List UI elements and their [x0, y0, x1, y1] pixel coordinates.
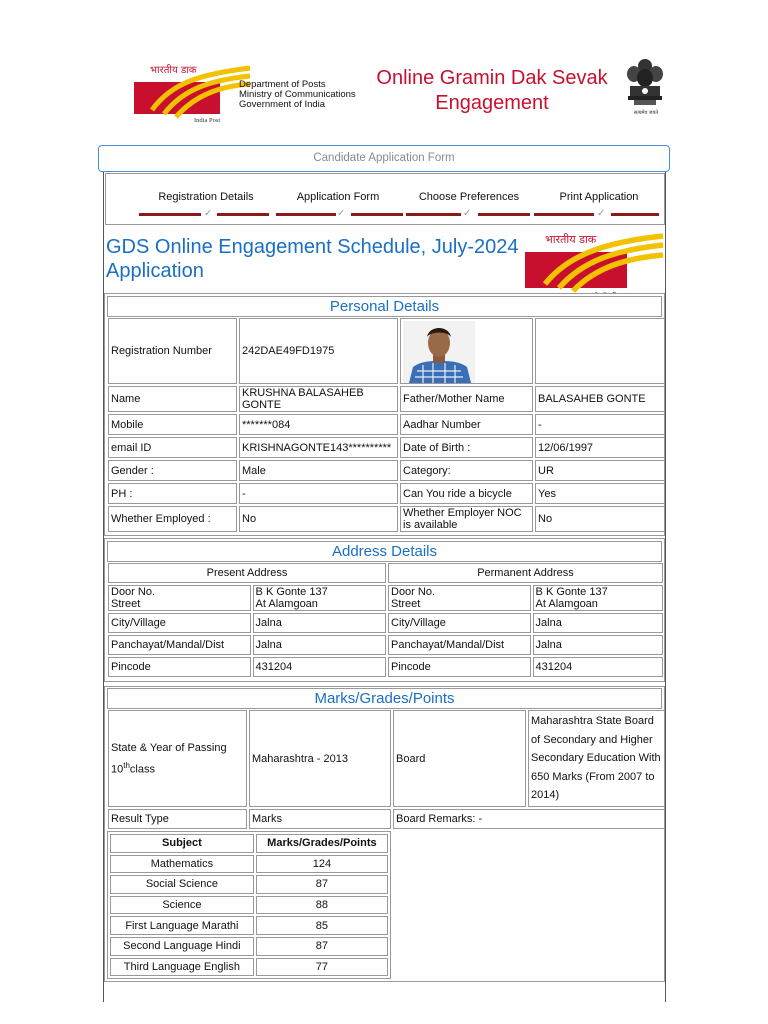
noc-value: No	[535, 506, 665, 532]
step-progress-line	[217, 213, 269, 216]
address-details-table	[106, 561, 665, 679]
noc-label: Whether Employer NOC is available	[400, 506, 533, 532]
table-row	[110, 958, 388, 977]
registration-number-value: 242DAE49FD1975	[239, 318, 398, 384]
board-label: Board	[393, 710, 526, 807]
door-street-label: Door No. Street	[108, 585, 251, 611]
subject-name: Science	[110, 896, 254, 915]
personal-details-section	[104, 293, 665, 536]
mobile-label: Mobile	[108, 414, 237, 435]
city-value: Jalna	[253, 613, 386, 633]
door-street-value: B K Gonte 137 At Alamgoan	[533, 585, 663, 611]
department-text	[239, 80, 356, 110]
site-title-line1: Online Gramin Dak Sevak	[376, 67, 608, 89]
result-type-label: Result Type	[108, 809, 247, 829]
progress-steps	[105, 173, 665, 225]
employed-value: No	[239, 506, 398, 532]
door-street-label: Door No. Street	[388, 585, 531, 611]
table-row	[110, 855, 388, 874]
check-icon: ✓	[337, 208, 346, 219]
gds-title-block	[105, 226, 665, 294]
ph-label: PH :	[108, 483, 237, 504]
district-label: Panchayat/Mandal/Dist	[108, 635, 251, 655]
marks-heading: Marks/Grades/Points	[107, 688, 662, 709]
subject-marks: 124	[256, 855, 388, 874]
check-icon: ✓	[597, 208, 606, 219]
subject-marks: 87	[256, 875, 388, 894]
address-details-heading: Address Details	[107, 541, 662, 562]
district-value: Jalna	[533, 635, 663, 655]
name-label: Name	[108, 386, 237, 412]
table-row	[110, 937, 388, 956]
subject-marks-table	[107, 831, 391, 979]
category-value: UR	[535, 460, 665, 481]
site-title-line2: Engagement	[435, 92, 549, 114]
marks-section	[104, 686, 665, 982]
registration-number-label: Registration Number	[108, 318, 237, 384]
step-progress-line	[611, 213, 659, 216]
marks-table	[106, 708, 667, 831]
city-value: Jalna	[533, 613, 663, 633]
step-progress-line	[478, 213, 530, 216]
pincode-label: Pincode	[108, 657, 251, 677]
subject-name: Third Language English	[110, 958, 254, 977]
class-label: 10thclass	[111, 760, 155, 776]
photo-cell	[400, 318, 533, 384]
dob-label: Date of Birth :	[400, 437, 533, 458]
candidate-photo	[403, 321, 475, 383]
state-year-label: State & Year of Passing 10thclass	[108, 710, 247, 807]
name-value: KRUSHNA BALASAHEB GONTE	[239, 386, 398, 412]
parent-name-label: Father/Mother Name	[400, 386, 533, 412]
subject-header: Subject	[110, 834, 254, 853]
aadhar-label: Aadhar Number	[400, 414, 533, 435]
parent-name-value: BALASAHEB GONTE	[535, 386, 665, 412]
step-progress-line	[139, 213, 201, 216]
site-title	[352, 66, 632, 116]
logo-hindi-text: भारतीय डाक	[545, 233, 597, 246]
city-label: City/Village	[388, 613, 531, 633]
subject-name: Mathematics	[110, 855, 254, 874]
step-progress-line	[534, 213, 594, 216]
subject-marks: 88	[256, 896, 388, 915]
page-header	[0, 0, 768, 135]
subject-name: Social Science	[110, 875, 254, 894]
door-street-value: B K Gonte 137 At Alamgoan	[253, 585, 386, 611]
marks-header: Marks/Grades/Points	[256, 834, 388, 853]
india-post-logo	[523, 230, 665, 298]
subject-name: Second Language Hindi	[110, 937, 254, 956]
check-icon: ✓	[463, 208, 472, 219]
board-value: Maharashtra State Board of Secondary and Higher Secondary Education With 650 Marks (From 2007 to 2014)	[528, 710, 665, 807]
bicycle-label: Can You ride a bicycle	[400, 483, 533, 504]
gds-schedule-title: GDS Online Engagement Schedule, July-2024 Application	[106, 236, 519, 282]
personal-details-heading: Personal Details	[107, 296, 662, 317]
result-type-value: Marks	[249, 809, 391, 829]
mobile-value: *******084	[239, 414, 398, 435]
present-address-label: Present Address	[108, 563, 386, 583]
dept-line: Ministry of Communications	[239, 89, 356, 100]
logo-english-text: India Post	[194, 117, 221, 124]
district-label: Panchayat/Mandal/Dist	[388, 635, 531, 655]
step-progress-line	[276, 213, 336, 216]
logo-hindi-text: भारतीय डाक	[150, 65, 197, 76]
check-icon: ✓	[204, 208, 213, 219]
candidate-application-form-bar: Candidate Application Form	[98, 145, 670, 172]
address-details-section	[104, 538, 665, 682]
city-label: City/Village	[108, 613, 251, 633]
subject-marks: 85	[256, 916, 388, 935]
table-row	[110, 916, 388, 935]
pincode-label: Pincode	[388, 657, 531, 677]
email-label: email ID	[108, 437, 237, 458]
personal-details-table	[106, 316, 667, 534]
dept-line: Department of Posts	[239, 79, 326, 90]
empty-cell	[535, 318, 665, 384]
email-value: KRISHNAGONTE143**********	[239, 437, 398, 458]
step-progress-line	[351, 213, 403, 216]
subject-marks: 87	[256, 937, 388, 956]
subject-marks: 77	[256, 958, 388, 977]
category-label: Category:	[400, 460, 533, 481]
india-post-logo	[132, 62, 252, 124]
gender-label: Gender :	[108, 460, 237, 481]
ph-value: -	[239, 483, 398, 504]
permanent-address-label: Permanent Address	[388, 563, 663, 583]
state-year-value: Maharashtra - 2013	[249, 710, 391, 807]
pincode-value: 431204	[253, 657, 386, 677]
dept-line: Government of India	[239, 99, 326, 110]
step-application-form[interactable]: Application Form	[296, 191, 380, 203]
step-registration-details[interactable]: Registration Details	[158, 191, 254, 203]
board-remarks: Board Remarks: -	[393, 809, 665, 829]
emblem-motto: सत्यमेव जयते	[633, 110, 659, 116]
pincode-value: 431204	[533, 657, 663, 677]
subject-name: First Language Marathi	[110, 916, 254, 935]
step-print-application[interactable]: Print Application	[559, 191, 639, 203]
table-row	[110, 875, 388, 894]
aadhar-value: -	[535, 414, 665, 435]
step-choose-preferences[interactable]: Choose Preferences	[418, 191, 520, 203]
table-row	[110, 896, 388, 915]
gender-value: Male	[239, 460, 398, 481]
bicycle-value: Yes	[535, 483, 665, 504]
district-value: Jalna	[253, 635, 386, 655]
step-progress-line	[406, 213, 461, 216]
employed-label: Whether Employed :	[108, 506, 237, 532]
dob-value: 12/06/1997	[535, 437, 665, 458]
